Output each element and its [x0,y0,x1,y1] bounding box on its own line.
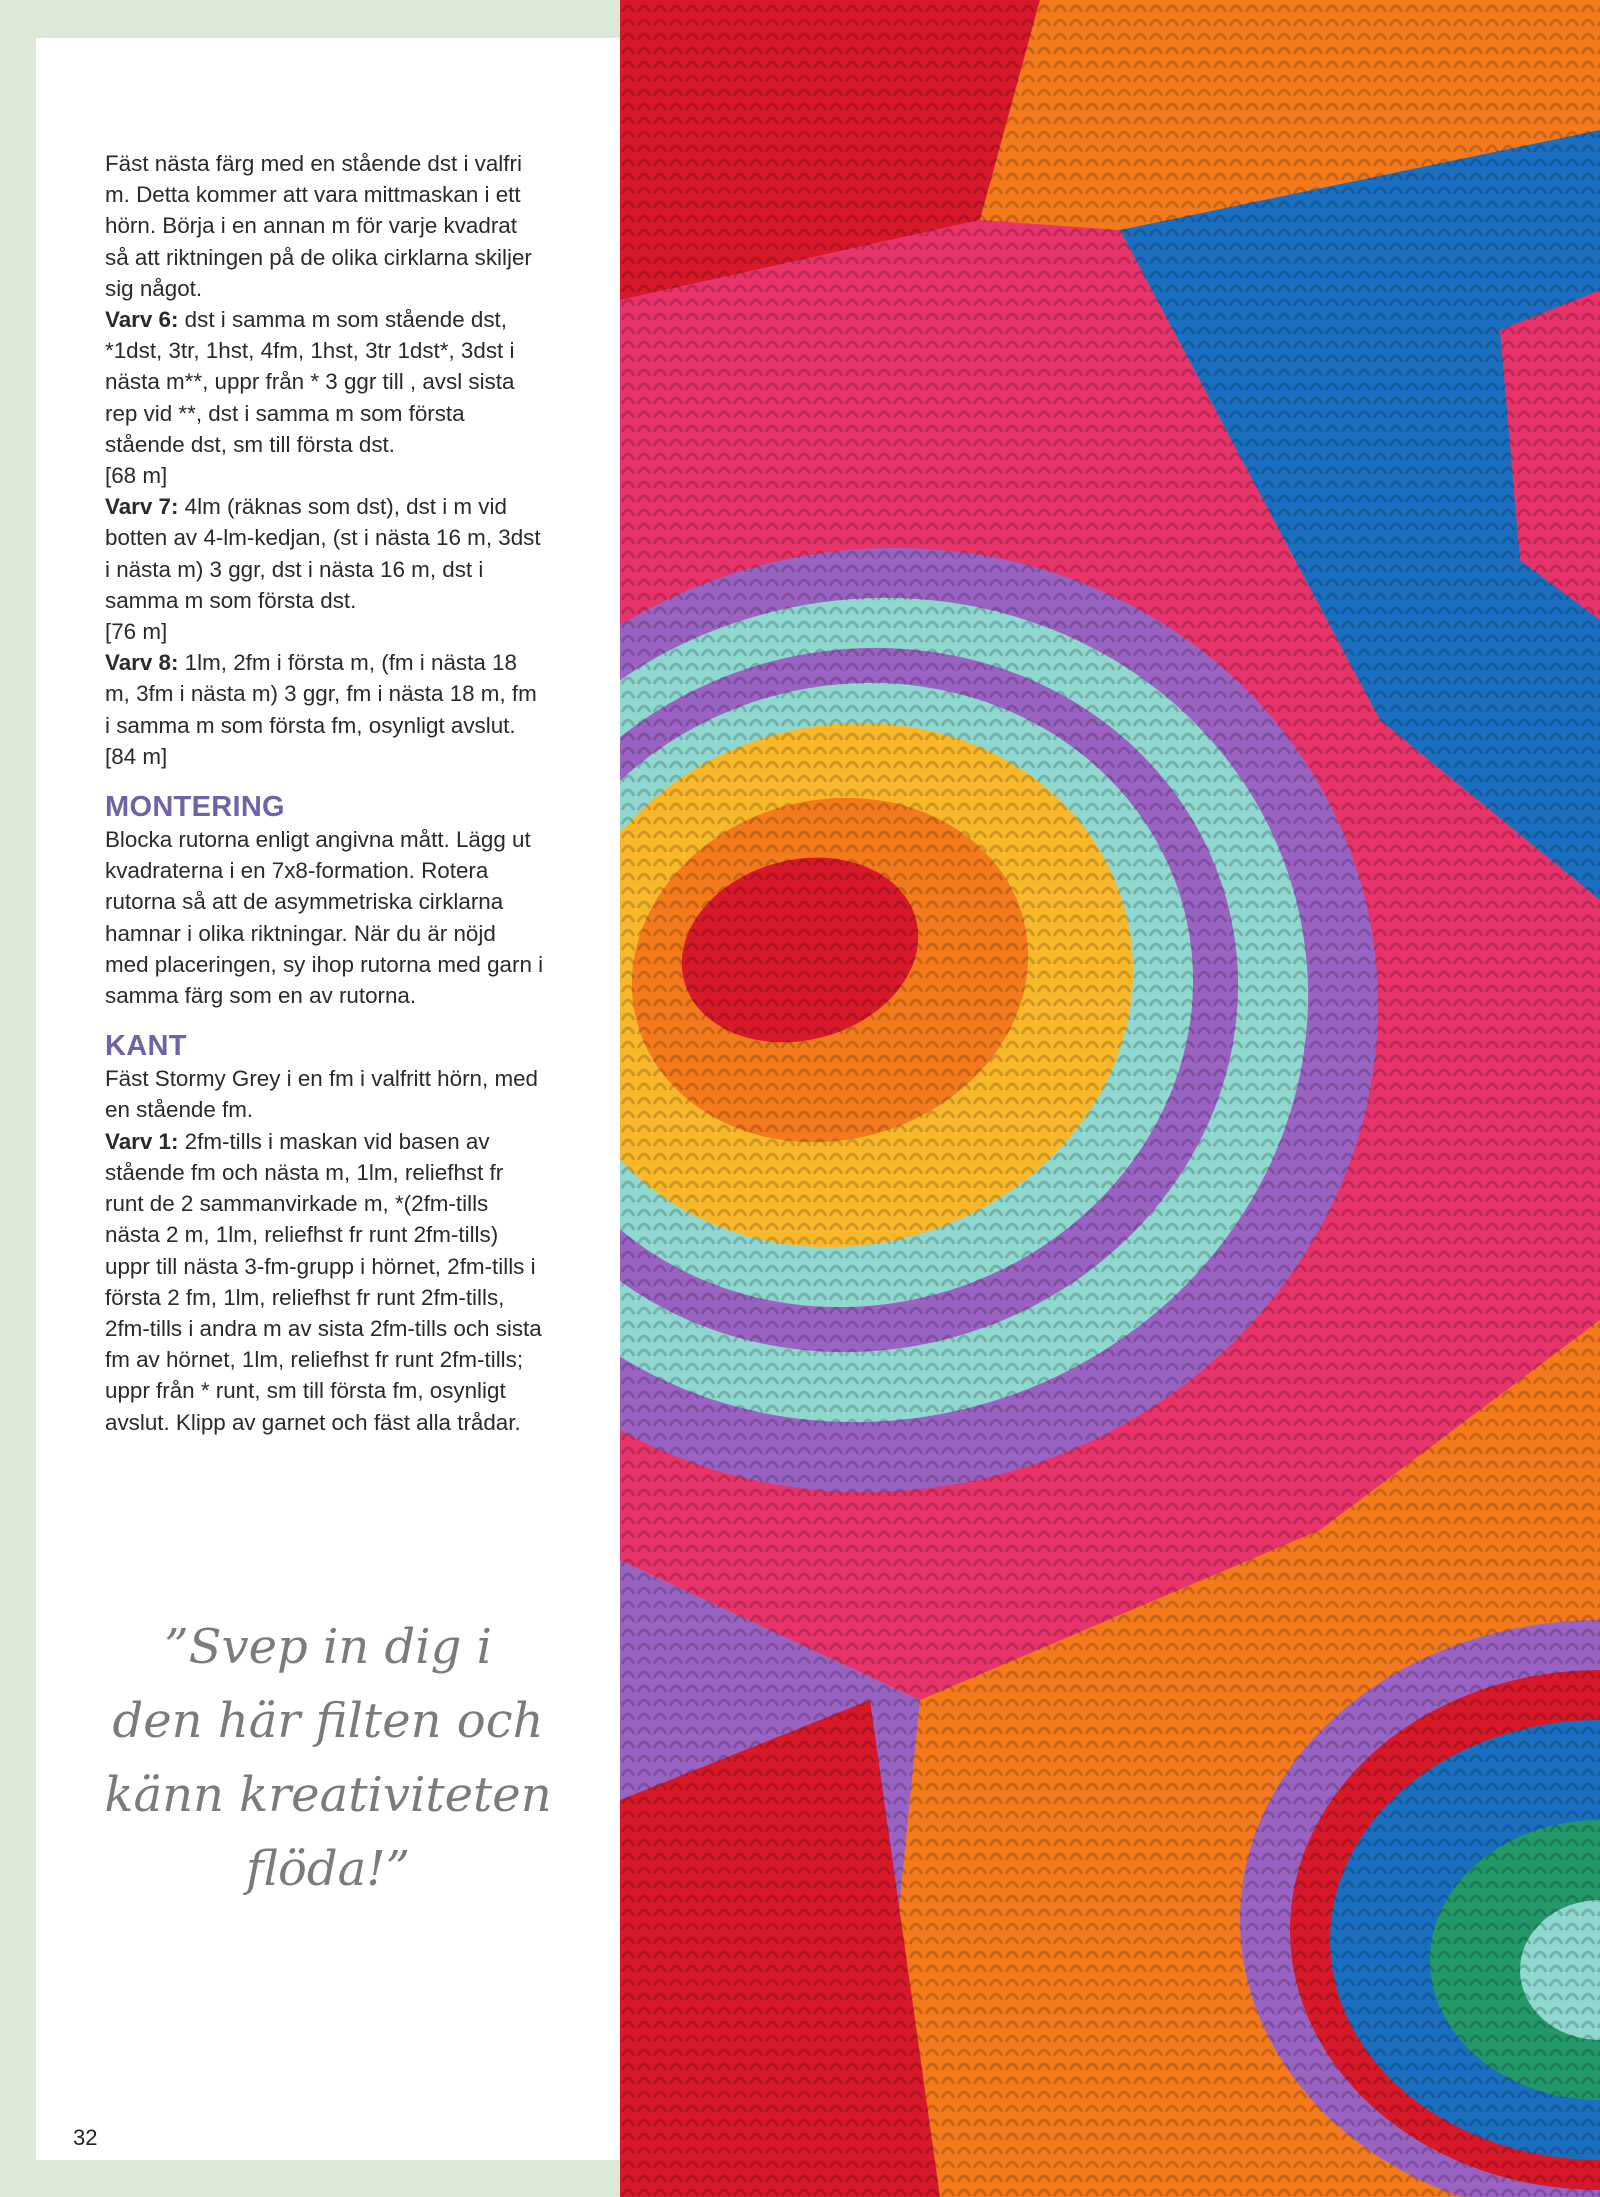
round-8-paragraph [105,647,545,772]
pull-quote [36,1610,620,1906]
montering-paragraph: Blocka rutorna enligt angivna mått. Lägg ut kvadraterna i en 7x8-formation. Rotera rutorna så att de asymmetriska cirklarna hamnar i olika riktningar. När du är nöjd med placeringen, sy ihop rutorna med garn i samma färg som en av rutorna. [105,827,544,1009]
round-6-paragraph [105,304,545,491]
montering-heading: MONTERING [105,791,285,824]
pull-quote-line-2: den här filten och [112,1693,544,1749]
kant-round-1-text: 2fm-tills i maskan vid basen av stående fm och nästa m, 1lm, reliefhst fr runt de 2 sammanvirkade m, *(2fm-tills nästa 2 m, 1lm, reliefhst fr runt 2fm-tills) uppr till nästa 3-fm-grupp i hörnet, 2fm-tills i första 2 fm, 1lm, reliefhst fr runt 2fm-tills, 2fm-tills i andra m av sista 2fm-tills och sista fm av hörnet, 1lm, reliefhst fr runt 2fm-tills; uppr från * runt, sm till första fm, osynligt avslut. Klipp av garnet och fäst alla trådar. [105,1128,542,1435]
round-8-text: 1lm, 2fm i första m, (fm i nästa 18 m, 3fm i nästa m) 3 ggr, fm i nästa 18 m, fm i samma m som första fm, osynligt avslut. [84 m] [105,650,537,769]
round-7-label: Varv 7: [105,494,179,520]
round-7-paragraph [105,491,545,647]
text-page [36,38,620,2160]
round-6-count: [68 m] [105,463,168,489]
stitch-texture [620,0,1600,2197]
kant-round-1-label: Varv 1: [105,1128,179,1154]
round-8-label: Varv 8: [105,650,179,676]
crochet-photo-illustration [620,0,1600,2197]
round-7-text: 4lm (räknas som dst), dst i m vid botten av 4-lm-kedjan, (st i nästa 16 m, 3dst i nästa m) 3 ggr, dst i nästa 16 m, dst i samma m som första dst. [105,494,541,613]
kant-heading: KANT [105,1030,187,1063]
page-number: 32 [73,2125,98,2150]
pattern-text-column [105,148,545,1438]
intro-paragraph: Fäst nästa färg med en stående dst i valfri m. Detta kommer att vara mittmaskan i ett hörn. Börja i en annan m för varje kvadrat så att riktningen på de olika cirklarna skiljer sig något. [105,151,532,301]
round-7-count: [76 m] [105,619,168,645]
pull-quote-line-3: känn kreativiteten [104,1767,552,1823]
round-6-text: dst i samma m som stående dst, *1dst, 3tr, 1hst, 4fm, 1hst, 3tr 1dst*, 3dst i nästa m**, uppr från * 3 ggr till , avsl sista rep vid **, dst i samma m som första stående dst, sm till första dst. [105,307,515,457]
crochet-blanket-photo [620,0,1600,2197]
pull-quote-line-4: flöda!” [245,1841,411,1897]
kant-round-1-paragraph [105,1126,545,1438]
pull-quote-line-1: ”Svep in dig i [164,1619,492,1675]
round-6-label: Varv 6: [105,307,179,333]
kant-intro: Fäst Stormy Grey i en fm i valfritt hörn, med en stående fm. [105,1066,538,1123]
